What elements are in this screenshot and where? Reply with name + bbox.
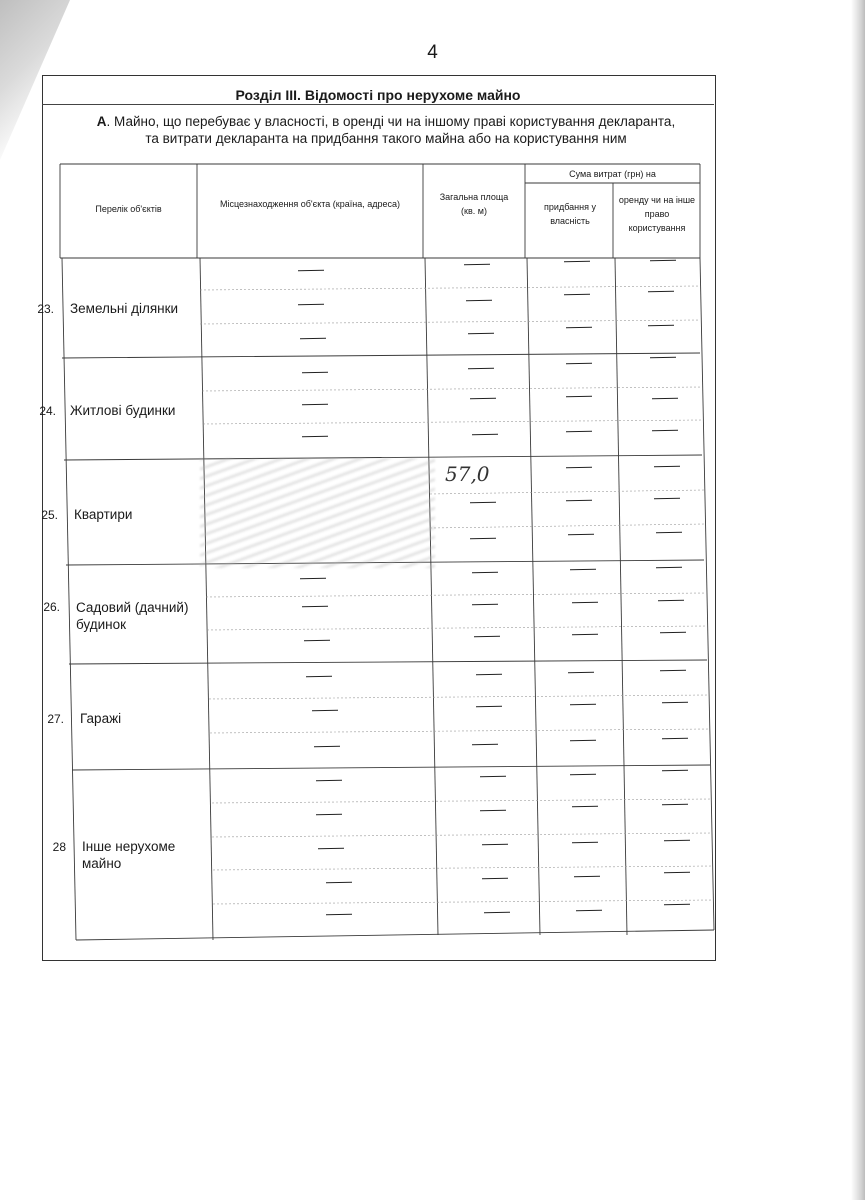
page-number: 4: [427, 42, 438, 63]
row-label-garages: Гаражі: [80, 711, 122, 726]
row-number-25: 25.: [41, 508, 58, 522]
row-label-houses: Житлові будинки: [70, 403, 176, 418]
subheading-letter: А: [96, 114, 107, 129]
row-number-26: 26.: [43, 600, 60, 614]
header-rent: оренду чи на інше право користування: [618, 195, 696, 233]
subheading-line-2: та витрати декларанта на придбання такого майна або на користування ним: [145, 131, 627, 146]
header-objects: Перелік об'єктів: [95, 204, 162, 214]
row-number-27: 27.: [47, 712, 64, 726]
header-location: Місцезнаходження об'єкта (країна, адреса): [220, 199, 400, 209]
row-label-land: Земельні ділянки: [70, 301, 179, 316]
row-label-apartments: Квартири: [74, 507, 133, 522]
header-expenses: Сума витрат (грн) на: [569, 168, 656, 179]
apartment-area-value: 57,0: [445, 462, 490, 486]
header-purchase: придбання у власність: [544, 202, 596, 226]
header-area: Загальна площа (кв. м): [439, 192, 509, 216]
row-number-24: 24.: [39, 404, 56, 418]
row-number-28: 28: [52, 840, 66, 854]
section-title: Розділ III. Відомості про нерухоме майно: [235, 87, 521, 103]
subheading-line-1: . Майно, що перебуває у власності, в оренді чи на іншому праві користування декларанта,: [106, 114, 676, 129]
row-label-garden-house: Садовий (дачний) будинок: [76, 600, 189, 632]
row-number-23: 23.: [37, 302, 54, 316]
redacted-address: [200, 458, 435, 568]
row-label-other-property: Інше нерухоме майно: [82, 839, 176, 871]
